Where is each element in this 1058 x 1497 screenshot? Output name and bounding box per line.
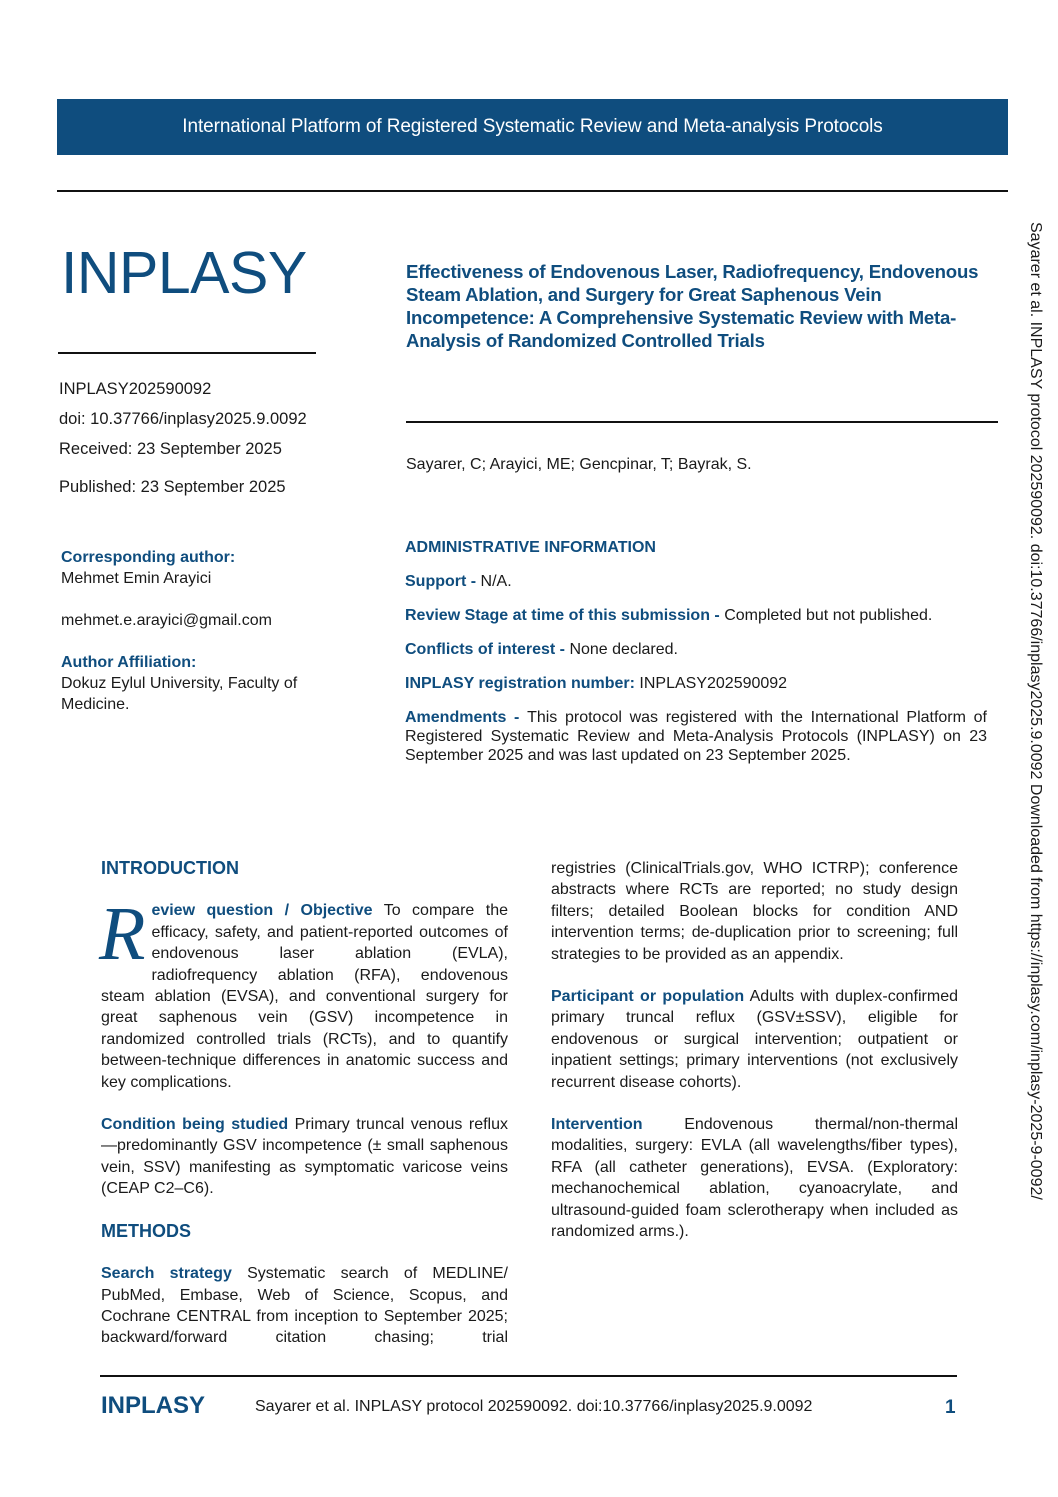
received-date: Received: 23 September 2025: [59, 440, 282, 458]
doi[interactable]: doi: 10.37766/inplasy2025.9.0092: [59, 410, 307, 428]
admin-key: Support -: [405, 573, 481, 590]
admin-item-registration: [405, 674, 987, 693]
review-question-key: eview question / Objective: [151, 902, 373, 920]
introduction-heading: INTRODUCTION: [101, 858, 239, 878]
admin-value: INPLASY202590092: [639, 675, 788, 692]
search-strategy-paragraph: [101, 1263, 508, 1349]
admin-item-amendments: [405, 708, 987, 765]
participant-paragraph: [551, 986, 958, 1093]
intervention-paragraph: [551, 1114, 958, 1242]
affiliation-label: Author Affiliation:: [61, 654, 197, 671]
corresponding-author-name: Mehmet Emin Arayici: [61, 570, 212, 587]
search-strategy-key: Search strategy: [101, 1265, 232, 1283]
admin-value: This protocol was registered with the International Platform of Registered Systematic Review and Meta-Analysis Protocols (INPLASY) on 23 September 2025 and was last updated on 23 September 2025.: [405, 709, 987, 764]
admin-key: Conflicts of interest -: [405, 641, 570, 658]
dropcap-letter: R: [99, 892, 146, 977]
admin-key: Review Stage at time of this submission -: [405, 607, 725, 624]
published-date: Published: 23 September 2025: [59, 478, 286, 496]
title-rule: [406, 421, 998, 423]
affiliation: Dokuz Eylul University, Faculty of Medicine.: [61, 675, 298, 713]
condition-paragraph: [101, 1114, 508, 1200]
corresponding-author-label: Corresponding author:: [61, 549, 236, 566]
page-number: 1: [945, 1397, 956, 1418]
body-column-left: [101, 858, 508, 1349]
journal-banner: International Platform of Registered Systematic Review and Meta-analysis Protocols: [57, 99, 1008, 155]
admin-value: None declared.: [569, 641, 678, 658]
admin-item-conflicts: [405, 640, 987, 659]
footer-citation: Sayarer et al. INPLASY protocol 202590092. doi:10.37766/inplasy2025.9.0092: [255, 1398, 813, 1415]
intervention-text: Endovenous thermal/non-thermal modalities, surgery: EVLA (all wavelengths/fiber types), RFA (all catheter generations), EVSA. (Exploratory: mechanochemical ablation, cyanoacrylate, and ultrasound-guided foam sclerotherapy when included as randomized arms.).: [551, 1116, 958, 1241]
admin-value: Completed but not published.: [724, 607, 933, 624]
admin-item-review-stage: [405, 606, 987, 625]
review-question-text: To compare the efficacy, safety, and patient-reported outcomes of endovenous laser ablation (EVLA), radiofrequency ablation (RFA), endovenous steam ablation (EVSA), and conventional surgery for great saphenous vein (GSV) incompetence in randomized controlled trials (RCTs), and to quantify between-technique differences in anatomic success and key complications.: [101, 902, 509, 1091]
admin-key: Amendments -: [405, 709, 528, 726]
administrative-information: [405, 538, 987, 780]
corresponding-author-email[interactable]: mehmet.e.arayici@gmail.com: [61, 612, 272, 629]
admin-key: INPLASY registration number:: [405, 675, 640, 692]
inplasy-logo: INPLASY: [61, 240, 307, 306]
registration-id: INPLASY202590092: [59, 380, 212, 398]
article-title: Effectiveness of Endovenous Laser, Radiofrequency, Endovenous Steam Ablation, and Surgery for Great Saphenous Vein Incompetence: A Comprehensive Systematic Review with Meta-Analysis of Randomized Controlled Trials: [406, 261, 979, 351]
search-strategy-text: Systematic search of MEDLINE/ PubMed, Embase, Web of Science, Scopus, and Cochrane CENTRAL from inception to September 2025; backward/forward citation chasing; trial: [101, 1265, 508, 1347]
search-strategy-continued: registries (ClinicalTrials.gov, WHO ICTRP); conference abstracts where RCTs are reported; no study design filters; detailed Boolean blocks for condition AND intervention terms; de-duplication prior to screening; full strategies to be provided as an appendix.: [551, 860, 958, 963]
corresponding-author-block: [61, 547, 361, 715]
logo-rule: [58, 352, 316, 354]
intervention-key: Intervention: [551, 1116, 643, 1134]
methods-heading: METHODS: [101, 1220, 191, 1241]
footer-rule: [100, 1375, 957, 1377]
participant-text: Adults with duplex-confirmed primary truncal reflux (GSV±SSV), eligible for endovenous or surgical intervention; outpatient or inpatient settings; primary interventions (not exclusively recurrent disease cohorts).: [551, 988, 958, 1091]
admin-value: N/A.: [480, 573, 512, 590]
admin-heading: ADMINISTRATIVE INFORMATION: [405, 539, 656, 556]
participant-key: Participant or population: [551, 988, 745, 1006]
condition-text: Primary truncal venous reflux—predominantly GSV incompetence (± small saphenous vein, SSV) manifesting as symptomatic varicose veins (CEAP C2–C6).: [101, 1116, 508, 1198]
header-rule: [57, 190, 1008, 192]
author-list: Sayarer, C; Arayici, ME; Gencpinar, T; Bayrak, S.: [406, 456, 752, 473]
side-download-notice: Sayarer et al. INPLASY protocol 202590092. doi:10.37766/inplasy2025.9.0092 Downloaded from https://inplasy.com/inplasy-2025-9-0092/: [1027, 222, 1044, 1200]
admin-item-support: [405, 572, 987, 591]
footer-logo: INPLASY: [101, 1392, 206, 1419]
review-question-paragraph: [99, 892, 509, 1093]
body-column-right: [551, 858, 958, 1243]
condition-key: Condition being studied: [101, 1116, 289, 1134]
